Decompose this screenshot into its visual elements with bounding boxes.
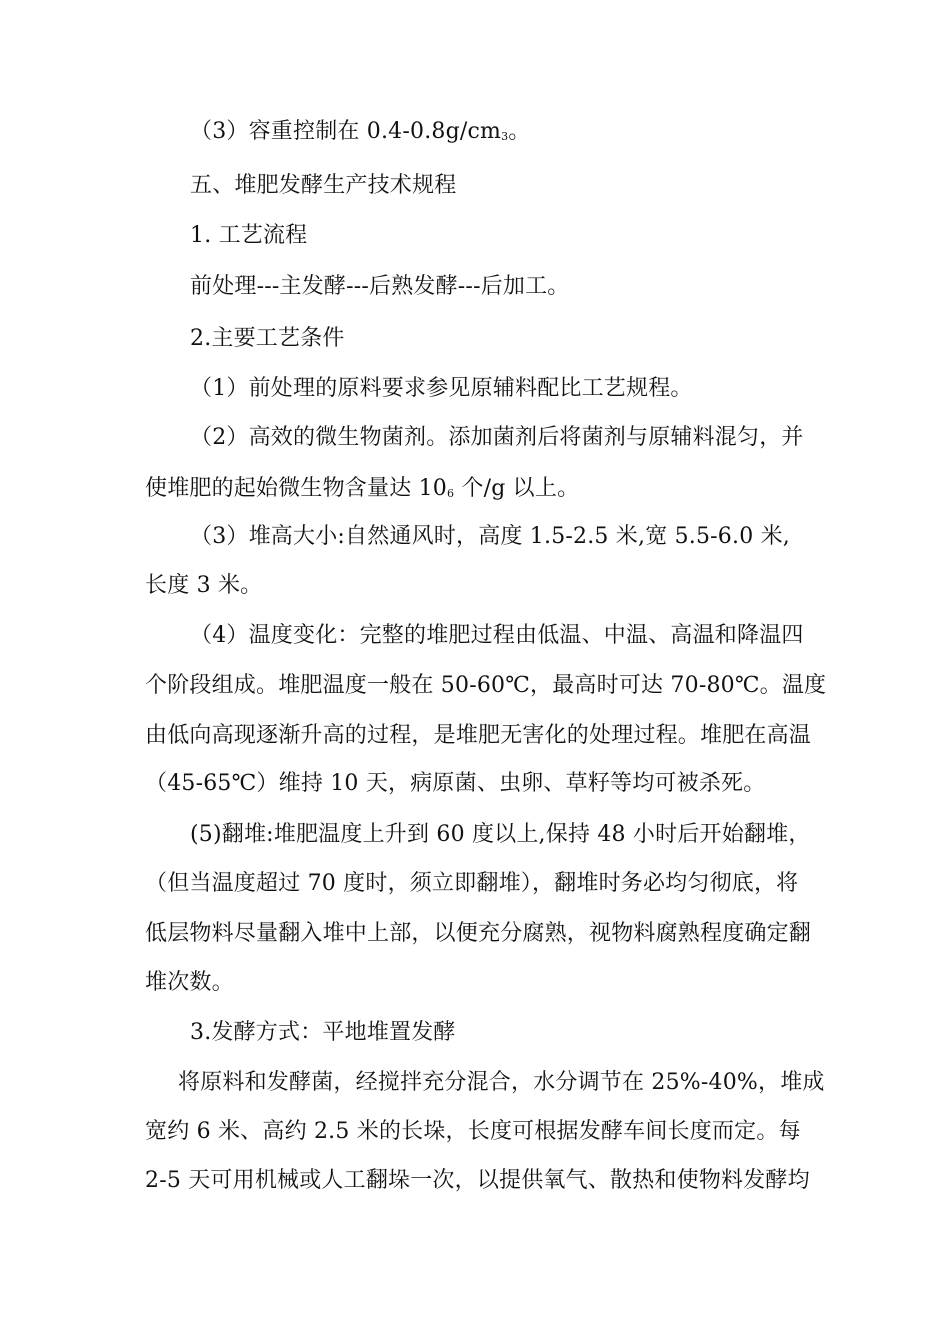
paragraph-line: 长度 3 米。: [145, 573, 263, 598]
paragraph-line: 个阶段组成。堆肥温度一般在 50-60℃，最高时可达 70-80℃。温度: [145, 673, 827, 698]
paragraph-line: 前处理---主发酵---后熟发酵---后加工。: [190, 274, 570, 299]
paragraph-line: （1）前处理的原料要求参见原辅料配比工艺规程。: [190, 376, 693, 401]
paragraph-line: 宽约 6 米、高约 2.5 米的长垛，长度可根据发酵车间长度而定。每: [145, 1119, 801, 1144]
paragraph-line: （但当温度超过 70 度时，须立即翻堆），翻堆时务必均匀彻底，将: [145, 871, 799, 896]
subsection-heading: 2.主要工艺条件: [190, 326, 345, 351]
paragraph-line-microbe-count: 使堆肥的起始微生物含量达 $10_6$ 个/g 以上。: [145, 476, 580, 501]
paragraph-line-bulk-density: （3）容重控制在 $0.4-0.8g/cm_3$。: [190, 119, 531, 144]
paragraph-line: 2-5 天可用机械或人工翻垛一次，以提供氧气、散热和使物料发酵均: [145, 1168, 810, 1193]
paragraph-line: 由低向高现逐渐升高的过程，是堆肥无害化的处理过程。堆肥在高温: [145, 723, 812, 748]
paragraph-line: （2）高效的微生物菌剂。添加菌剂后将菌剂与原辅料混匀，并: [190, 425, 804, 450]
section-heading: 五、堆肥发酵生产技术规程: [190, 173, 457, 198]
subsection-heading: 3.发酵方式：平地堆置发酵: [190, 1020, 456, 1045]
paragraph-line: （4）温度变化：完整的堆肥过程由低温、中温、高温和降温四: [190, 623, 804, 648]
paragraph-line: 将原料和发酵菌，经搅拌充分混合，水分调节在 25%-40%，堆成: [178, 1070, 825, 1095]
paragraph-line: （45-65℃）维持 10 天，病原菌、虫卵、草籽等均可被杀死。: [145, 771, 766, 796]
subsection-heading: 1. 工艺流程: [190, 223, 308, 248]
paragraph-line: 低层物料尽量翻入堆中上部，以便充分腐熟，视物料腐熟程度确定翻: [145, 921, 812, 946]
paragraph-line: 堆次数。: [145, 970, 234, 995]
paragraph-line: （3）堆高大小:自然通风时，高度 1.5-2.5 米,宽 5.5-6.0 米,: [190, 524, 790, 549]
paragraph-line: (5)翻堆:堆肥温度上升到 60 度以上,保持 48 小时后开始翻堆，: [190, 822, 811, 847]
